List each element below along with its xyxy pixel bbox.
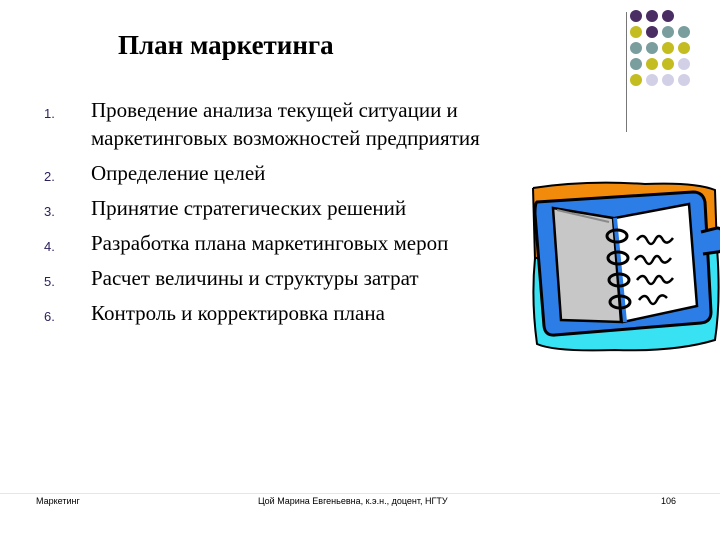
decorative-dot — [678, 42, 690, 54]
list-item — [44, 194, 564, 222]
item-number: 6. — [44, 309, 55, 324]
decorative-dot — [646, 42, 658, 54]
decorative-dot — [646, 26, 658, 38]
decorative-dot — [646, 58, 658, 70]
list-item — [44, 229, 564, 257]
item-number: 3. — [44, 204, 55, 219]
decorative-dot — [678, 26, 690, 38]
item-text-line: маркетинговых возможностей предприятия — [91, 126, 480, 150]
footer-rule — [0, 493, 720, 494]
list-item — [44, 159, 564, 187]
decorative-dot — [630, 58, 642, 70]
item-text-line: Определение целей — [91, 161, 266, 185]
footer-subject: Маркетинг — [36, 496, 80, 506]
decorative-dot — [630, 74, 642, 86]
list-item — [44, 96, 564, 152]
page-number: 106 — [661, 496, 677, 506]
decorative-dot — [662, 26, 674, 38]
decorative-dot — [662, 74, 674, 86]
plan-steps-list — [44, 96, 564, 334]
list-item — [44, 299, 564, 327]
item-text-line: Разработка плана маркетинговых мероп — [91, 231, 449, 255]
decorative-dot — [678, 74, 690, 86]
decorative-dot — [630, 42, 642, 54]
list-item — [44, 264, 564, 292]
decorative-dot — [662, 10, 674, 22]
decorative-dot — [646, 10, 658, 22]
item-text-line: Принятие стратегических решений — [91, 196, 407, 220]
decorative-dot — [630, 10, 642, 22]
item-number: 5. — [44, 274, 55, 289]
item-number: 1. — [44, 106, 55, 121]
decorative-dot — [630, 26, 642, 38]
decorative-divider — [626, 12, 627, 132]
spiral-notebook-icon — [525, 180, 720, 360]
decorative-dot — [646, 74, 658, 86]
item-text-line: Расчет величины и структуры затрат — [91, 266, 419, 290]
decorative-dot — [662, 42, 674, 54]
item-text-line: Проведение анализа текущей ситуации и — [91, 98, 458, 122]
item-text-line: Контроль и корректировка плана — [91, 301, 385, 325]
decorative-dot — [662, 58, 674, 70]
item-number: 2. — [44, 169, 55, 184]
footer-author: Цой Марина Евгеньевна, к.э.н., доцент, НГТУ — [258, 496, 448, 506]
slide-title: План маркетинга — [118, 30, 334, 60]
item-number: 4. — [44, 239, 55, 254]
decorative-dot — [678, 58, 690, 70]
